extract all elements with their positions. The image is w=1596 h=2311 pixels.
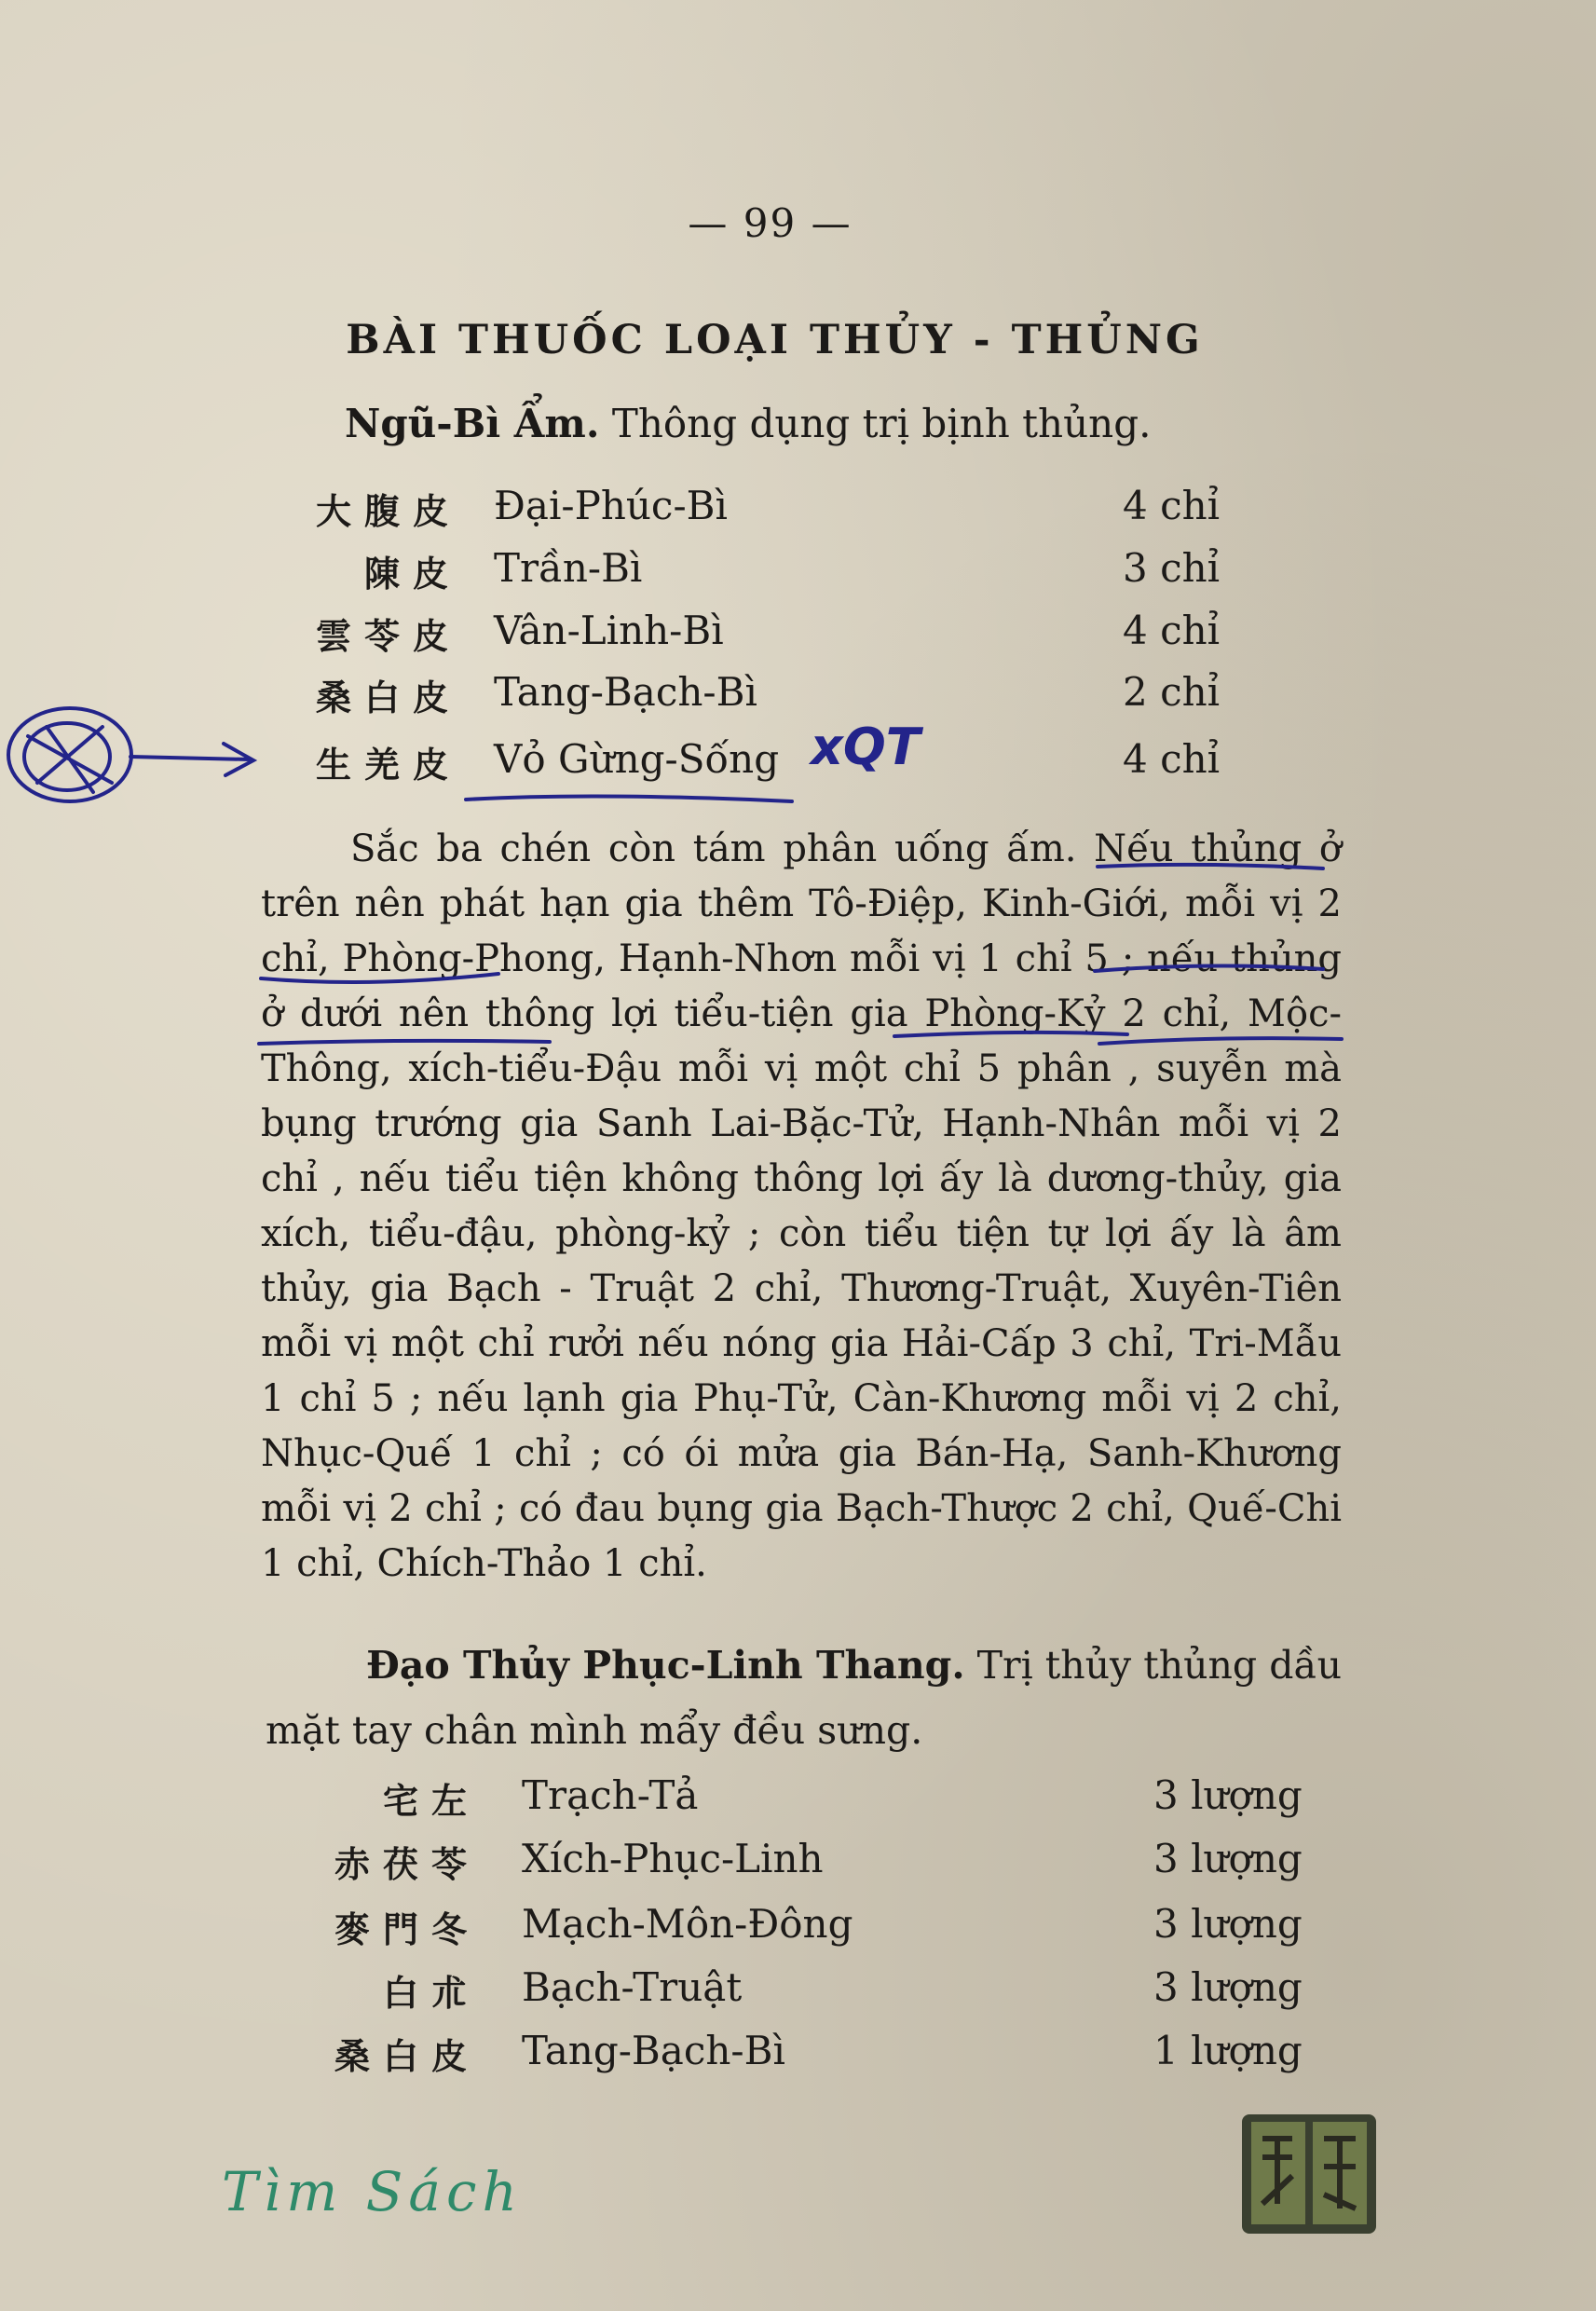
ingredient-row <box>0 1772 1351 1828</box>
ingredient-name: Tang-Bạch-Bì <box>494 669 757 715</box>
ingredient-han: 大腹皮 <box>315 491 461 532</box>
ingredient-han: 陳皮 <box>363 554 461 595</box>
recipe-1-name: Ngũ-Bì Ẩm. <box>345 401 600 446</box>
ingredient-han: 宅左 <box>382 1781 480 1822</box>
recipe-2-description: Trị thủy thủng dầu mặt tay chân mình mẩy đều sưng. <box>266 1643 1342 1753</box>
ingredient-han: 生羌皮 <box>315 745 461 786</box>
ingredient-han: 麥門冬 <box>334 1909 480 1950</box>
arrow-mark <box>130 744 253 775</box>
page-number: — 99 — <box>688 200 853 246</box>
recipe-2-heading <box>266 1633 1346 1763</box>
ingredient-dose: 3 lượng <box>1153 1964 1303 2010</box>
ingredient-dose: 3 lượng <box>1153 1901 1303 1947</box>
ingredient-dose: 3 chỉ <box>1123 545 1221 591</box>
underline-mark <box>1095 965 1323 971</box>
ingredient-dose: 1 lượng <box>1153 2028 1303 2073</box>
ingredient-name: Tang-Bạch-Bì <box>522 2028 785 2073</box>
recipe-2-name: Đạo Thủy Phục-Linh Thang. <box>366 1643 965 1688</box>
ingredient-dose: 4 chỉ <box>1123 736 1221 782</box>
timsach-logo: Tìm Sách <box>222 2160 523 2223</box>
handwritten-note: xQT <box>811 718 921 776</box>
section-title: BÀI THUỐC LOẠI THỦY - THỦNG <box>346 317 1204 363</box>
ingredient-row <box>0 483 1304 539</box>
ingredient-han: 白朮 <box>382 1973 480 2014</box>
underline-mark <box>894 1032 1127 1036</box>
ingredient-row <box>0 1964 1351 2020</box>
ingredient-row <box>0 1901 1351 1957</box>
ingredient-dose: 4 chỉ <box>1123 483 1221 528</box>
underline-mark <box>1099 1038 1342 1044</box>
underline-mark <box>1098 865 1323 868</box>
ingredient-han: 雲苓皮 <box>315 616 461 657</box>
ingredient-row <box>0 545 1304 601</box>
recipe-1-heading <box>345 401 1151 446</box>
ingredient-name: Bạch-Truật <box>522 1964 743 2010</box>
underline-mark <box>259 1041 550 1044</box>
ingredient-name: Xích-Phục-Linh <box>522 1836 824 1881</box>
ingredient-dose: 3 lượng <box>1153 1772 1303 1818</box>
ingredient-name: Vân-Linh-Bì <box>494 608 724 653</box>
ingredient-han: 桑白皮 <box>334 2036 480 2077</box>
ingredient-name: Vỏ Gừng-Sống <box>494 736 780 782</box>
ingredient-name: Mạch-Môn-Đông <box>522 1901 853 1947</box>
ingredient-dose: 3 lượng <box>1153 1836 1303 1881</box>
pen-annotations <box>0 671 1398 1062</box>
underline-mark <box>261 974 498 982</box>
ingredient-name: Đại-Phúc-Bì <box>494 483 728 528</box>
ingredient-row <box>0 2028 1351 2084</box>
recipe-1-instructions: Sắc ba chén còn tám phân uống ấm. Nếu thủng ở trên nên phát hạn gia thêm Tô-Điệp, Kinh-Giới, mỗi vị 2 chỉ, Phòng-Phong, Hạnh-Nhơn mỗi vị 1 chỉ 5 ; nếu thủng ở dưới nên thông lợi tiểu-tiện gia Phòng-Kỷ 2 chỉ, Mộc-Thông, xích-tiểu-Đậu mỗi vị một chỉ 5 phân , suyễn mà bụng trướng gia Sanh Lai-Bặc-Tử, Hạnh-Nhân mỗi vị 2 chỉ , nếu tiểu tiện không thông lợi ấy là dương-thủy, gia xích, tiểu-đậu, phòng-kỷ ; còn tiểu tiện tự lợi ấy là âm thủy, gia Bạch - Truật 2 chỉ, Thương-Truật, Xuyên-Tiên mỗi vị một chỉ rưởi nếu nóng gia Hải-Cấp 3 chỉ, Tri-Mẫu 1 chỉ 5 ; nếu lạnh gia Phụ-Tử, Càn-Khương mỗi vị 2 chỉ, Nhục-Quế 1 chỉ ; có ói mửa gia Bán-Hạ, Sanh-Khương mỗi vị 2 chỉ ; có đau bụng gia Bạch-Thược 2 chỉ, Quế-Chi 1 chỉ, Chích-Thảo 1 chỉ. <box>261 827 1342 1585</box>
ingredient-han: 桑白皮 <box>315 677 461 718</box>
ingredient-name: Trạch-Tả <box>522 1772 699 1818</box>
ingredient-han: 赤茯苓 <box>334 1844 480 1885</box>
underline-mark <box>466 796 792 801</box>
ingredient-name: Trần-Bì <box>494 545 643 591</box>
ingredient-dose: 2 chỉ <box>1123 669 1221 715</box>
ingredient-dose: 4 chỉ <box>1123 608 1221 653</box>
recipe-1-description: Thông dụng trị bịnh thủng. <box>611 401 1152 446</box>
ingredient-row <box>0 1836 1351 1892</box>
ingredient-row <box>0 608 1304 663</box>
book-logo-icon <box>1235 2101 1384 2241</box>
